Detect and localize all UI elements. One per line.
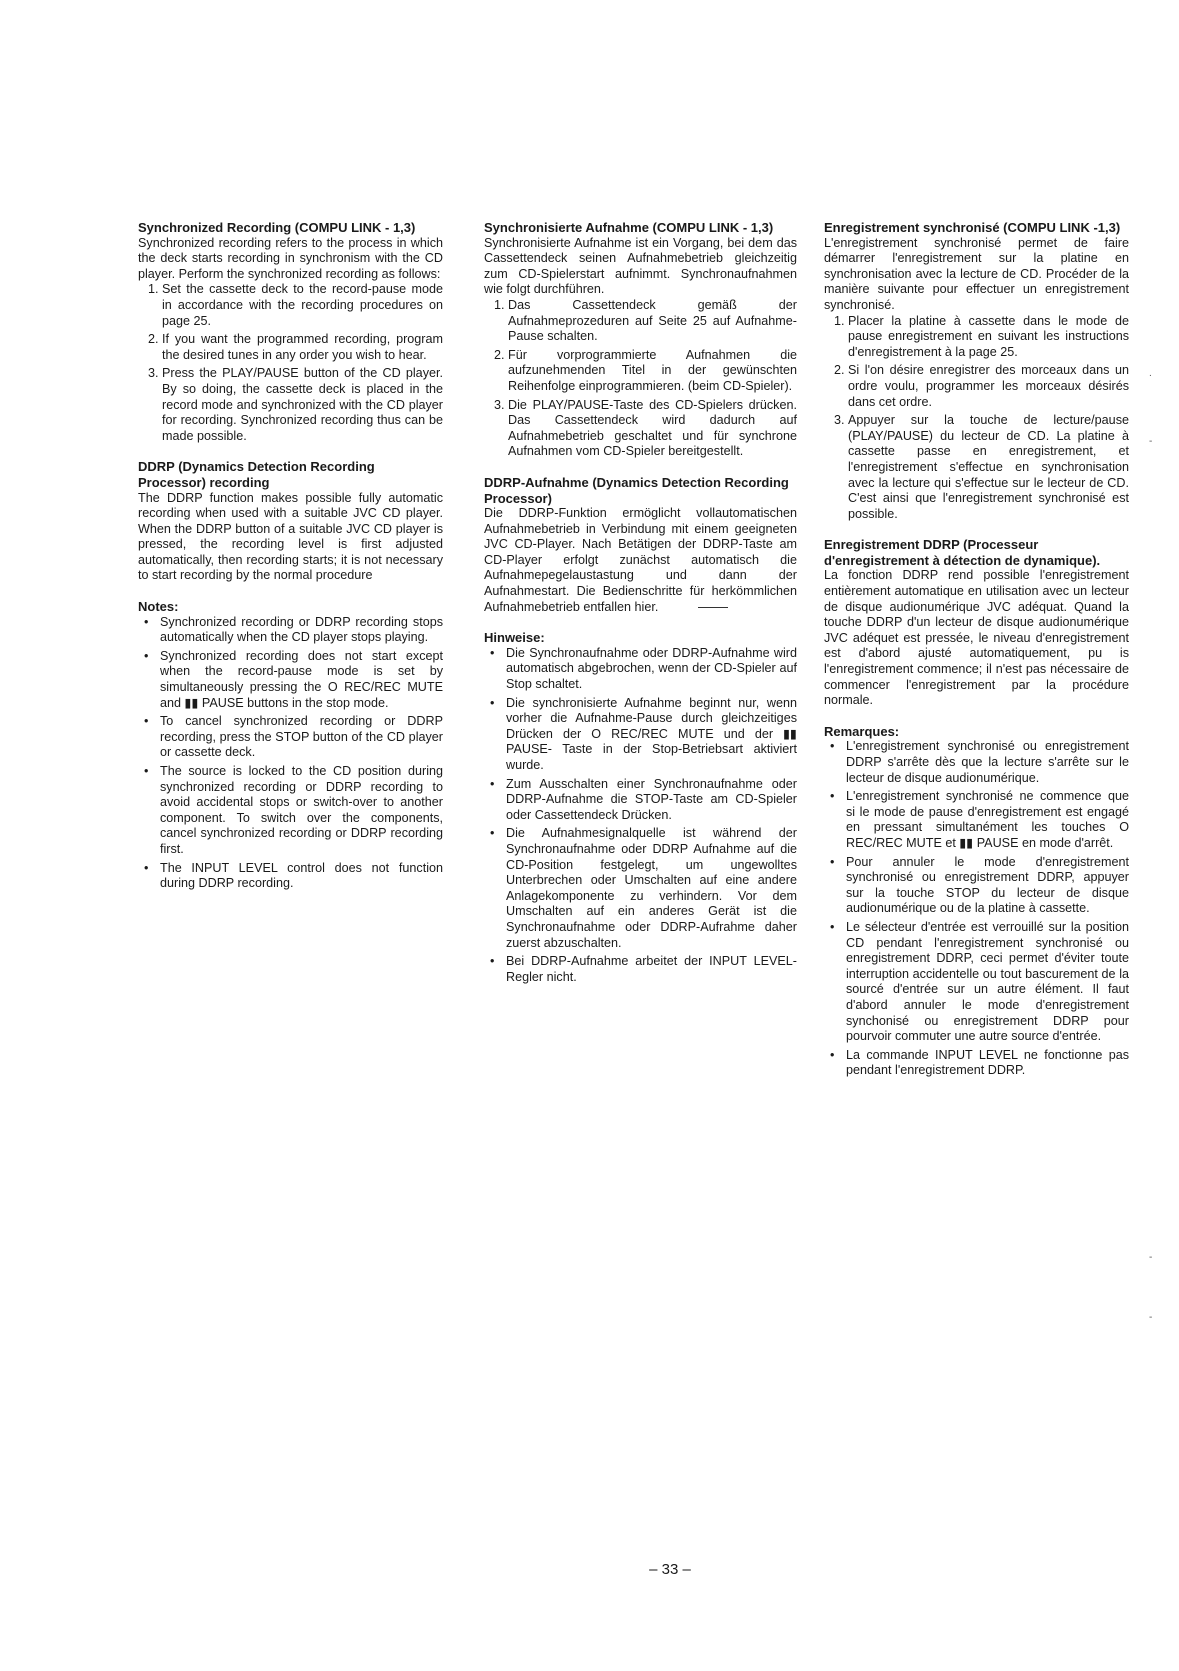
section-intro: Synchronisierte Aufnahme ist ein Vorgang, bei dem das Cassettendeck seinen Aufnahmebetrieb gleichzeitig zum CD-Spielerstart aufnimmt. Synchronaufnahmen wie folgt durchführen. [484, 235, 797, 297]
scan-mark: - [1149, 1252, 1153, 1263]
note-item: • Synchronized recording or DDRP recording stops automatically when the CD player stops playing. [160, 615, 443, 646]
notes-title: Notes: [138, 599, 179, 615]
notes-list [138, 615, 443, 892]
step-item: 2. Si l'on désire enregistrer des morceaux dans un ordre voulu, programmer les morceaux désirés dans cet ordre. [848, 363, 1129, 410]
scan-mark: - [1149, 436, 1153, 447]
note-item: • Die Aufnahmesignalquelle ist während der Synchronaufnahme oder DDRP Aufnahme auf die CD-Position festgelegt, um ungewolltes Unterbrechen oder Umschalten auf eine andere Anlagekomponente zu verhindern. Vor dem Umschalten auf ein anderes Gerät ist die Synchronaufnahme oder DDRP-Aufrahme daher zuerst abzuschalten. [506, 826, 797, 951]
notes-title: Hinweise: [484, 630, 545, 646]
note-item: • L'enregistrement synchronisé ne commence que si le mode de pause d'enregistrement est engagé en pressant simultanément les touches O REC/REC MUTE et ▮▮ PAUSE en mode d'arrêt. [846, 789, 1129, 851]
german-column [484, 220, 797, 1000]
step-item: 2. If you want the programmed recording, program the desired tunes in any order you wish to hear. [162, 332, 443, 363]
step-item: 3. Press the PLAY/PAUSE button of the CD player. By so doing, the cassette deck is placed in the record mode and synchronized with the CD player for recording. Synchronized recording thus can be made possible. [162, 366, 443, 444]
note-item: • Synchronized recording does not start except when the record-pause mode is set by simultaneously pressing the O REC/REC MUTE and ▮▮ PAUSE buttons in the stop mode. [160, 649, 443, 711]
section-title: DDRP (Dynamics Detection Recording Processor) recording [138, 459, 375, 490]
note-item: • L'enregistrement synchronisé ou enregistrement DDRP s'arrête dès que la lecture s'arrête sur le lecteur de disque audionumérique. [846, 739, 1129, 786]
notes-section [824, 724, 1129, 1079]
step-item: 1. Das Cassettendeck gemäß der Aufnahmeprozeduren auf Seite 25 auf Aufnahme-Pause schalten. [508, 298, 797, 345]
notes-list [484, 646, 797, 985]
steps-list [824, 314, 1129, 523]
note-item: • Die Synchronaufnahme oder DDRP-Aufnahme wird automatisch abgebrochen, wenn der CD-Spieler auf Stop schaltet. [506, 646, 797, 693]
french-column [824, 220, 1129, 1094]
section-title: DDRP-Aufnahme (Dynamics Detection Recording Processor) [484, 474, 789, 506]
note-item: • Zum Ausschalten einer Synchronaufnahme oder DDRP-Aufnahme die STOP-Taste am CD-Spieler oder Cassettendeck Drücken. [506, 777, 797, 824]
synchronized-recording-section [484, 220, 797, 460]
section-title: Synchronized Recording (COMPU LINK - 1,3) [138, 220, 416, 235]
notes-title: Remarques: [824, 723, 900, 739]
section-text-body: Die DDRP-Funktion ermöglicht vollautomatischen Aufnahmebetrieb in Verbindung mit einem geeigneten JVC CD-Player. Nach Betätigen der DDRP-Taste am CD-Player erfolgt zunächst automatisch die Aufnahmepegelaustastung und dann der Aufnahmestart. Die Bedienschritte für herkömmlichen Aufnahmebetrieb entfallen hier. [484, 506, 797, 614]
synchronized-recording-section [138, 220, 443, 444]
step-item: 3. Appuyer sur la touche de lecture/pause (PLAY/PAUSE) du lecteur de CD. La platine à cassette passe en enregistrement, et l'enregistrement s'effectue en synchronisation avec la lecture qui s'effectue sur le lecteur de CD. C'est ainsi que l'enregistrement synchronisé est possible. [848, 413, 1129, 522]
note-item: • La commande INPUT LEVEL ne fonctionne pas pendant l'enregistrement DDRP. [846, 1048, 1129, 1079]
notes-section [138, 599, 443, 892]
section-text [484, 506, 797, 615]
note-item: • The source is locked to the CD position during synchronized recording or DDRP recording to avoid accidental stops or switch-over to another component. To switch over the components, cancel synchronized recording or DDRP recording first. [160, 764, 443, 858]
page-number: – 33 – [649, 1561, 691, 1578]
step-item: 3. Die PLAY/PAUSE-Taste des CD-Spielers drücken. Das Cassettendeck wird dadurch auf Aufnahmebetrieb geschaltet und für synchrone Aufnahmen vom CD-Spieler bereitgestellt. [508, 398, 797, 460]
divider [698, 607, 728, 608]
note-item: • The INPUT LEVEL control does not function during DDRP recording. [160, 861, 443, 892]
step-item: 1. Placer la platine à cassette dans le mode de pause enregistrement en suivant les instructions d'enregistrement à la page 25. [848, 314, 1129, 361]
scan-mark: - [1149, 1312, 1153, 1323]
english-column [138, 220, 443, 907]
synchronized-recording-section [824, 220, 1129, 522]
note-item: • To cancel synchronized recording or DDRP recording, press the STOP button of the CD player or cassette deck. [160, 714, 443, 761]
section-intro: L'enregistrement synchronisé permet de faire démarrer l'enregistrement sur la platine en synchronisation avec la lecture de CD. Procéder de la manière suivante pour effectuer un enregistrement synchronisé. [824, 235, 1129, 312]
ddrp-section [484, 475, 797, 615]
section-text: The DDRP function makes possible fully automatic recording when used with a suitable JVC CD player. When the DDRP button of a suitable JVC CD player is pressed, the recording level is first adjusted automatically, then recording starts; it is not necessary to start recording by the normal procedure [138, 490, 443, 583]
notes-list [824, 739, 1129, 1078]
steps-list [484, 298, 797, 460]
scan-mark: . [1149, 368, 1152, 379]
section-title: Synchronisierte Aufnahme (COMPU LINK - 1,3) [484, 220, 774, 235]
note-item: • Bei DDRP-Aufnahme arbeitet der INPUT LEVEL-Regler nicht. [506, 954, 797, 985]
section-title: Enregistrement synchronisé (COMPU LINK -1,3) [824, 220, 1121, 235]
section-text: La fonction DDRP rend possible l'enregistrement entièrement automatique en utilisation avec un lecteur de disque audionumérique JVC adéquat. Quand la touche DDRP d'un lecteur de disque audionumérique JVC adéquet est pressée, le niveau d'enregistrement est d'abord ajusté automatiquement, pu is l'enregistrement commence; il n'est pas nécessaire de commencer l'enregistrement par la procédure normale. [824, 568, 1129, 708]
ddrp-section [138, 459, 443, 584]
ddrp-section [824, 537, 1129, 709]
note-item: • Pour annuler le mode d'enregistrement synchronisé ou enregistrement DDRP, appuyer sur la touche STOP du lecteur de disque audionumérique ou de la platine à cassette. [846, 855, 1129, 917]
note-item: • Die synchronisierte Aufnahme beginnt nur, wenn vorher die Aufnahme-Pause durch gleichzeitiges Drücken der O REC/REC MUTE und der ▮▮ PAUSE- Taste in der Stop-Betriebsart aktiviert wurde. [506, 696, 797, 774]
section-title: Enregistrement DDRP (Processeur d'enregistrement à détection de dynamique). [824, 537, 1101, 568]
steps-list [138, 282, 443, 444]
step-item: 2. Für vorprogrammierte Aufnahmen die aufzunehmenden Titel in der gewünschten Reihenfolge einprogrammieren. (beim CD-Spieler). [508, 348, 797, 395]
step-item: 1. Set the cassette deck to the record-pause mode in accordance with the recording procedures on page 25. [162, 282, 443, 329]
section-intro: Synchronized recording refers to the process in which the deck starts recording in synchronism with the CD player. Perform the synchronized recording as follows: [138, 235, 443, 281]
notes-section [484, 630, 797, 985]
note-item: • Le sélecteur d'entrée est verrouillé sur la position CD pendant l'enregistrement synchronisé ou enregistrement DDRP, ceci permet d'éviter toute interruption accidentelle ou tout bascurement de la sourcé d'entrée sur un autre élément. Il faut d'abord annuler le mode d'enregistrement synchonisé ou enregistrement DDRP pour pourvoir commuter une autre source d'entrée. [846, 920, 1129, 1045]
